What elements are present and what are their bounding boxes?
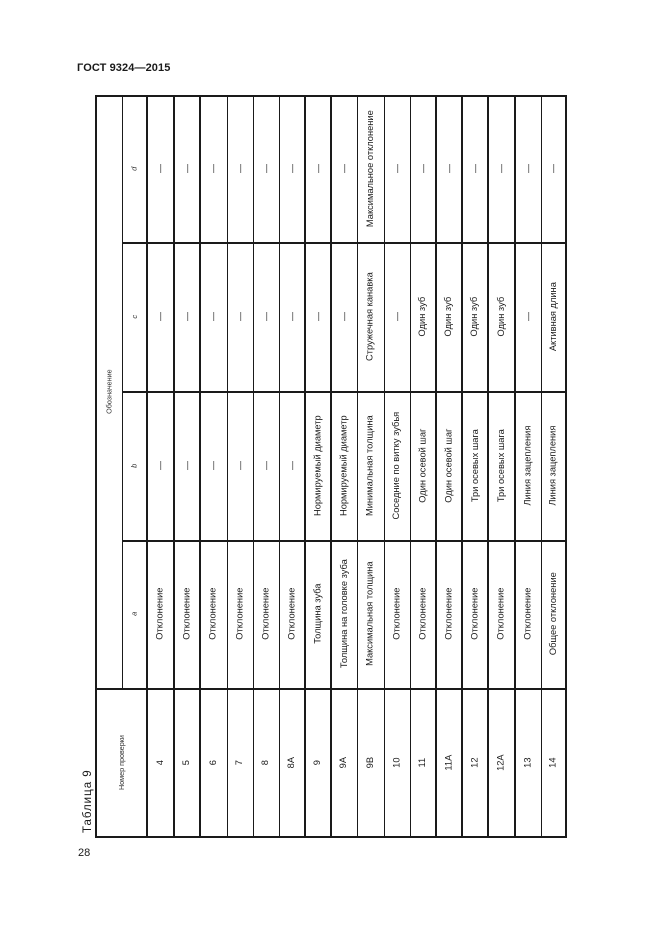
table-row-9-c: [305, 242, 331, 391]
table-row-5-num: [174, 688, 200, 838]
table-row-11-d: [410, 95, 436, 242]
table-row-13-num: [515, 688, 541, 838]
cell-value: Нормируемый диаметр: [338, 415, 349, 516]
table-row-11A-a: [436, 540, 462, 688]
check-number: 9: [312, 760, 323, 766]
table-row-11A-d: [436, 95, 462, 242]
table-row-6-c: [200, 242, 227, 391]
cell-value: Отклонение: [154, 587, 165, 641]
table-row-7-b: [227, 391, 253, 540]
table-row-12-num: [462, 688, 488, 838]
column-letter-b: b: [129, 463, 139, 468]
table-row-8A-num: [279, 688, 305, 838]
column-letter-c: c: [129, 314, 139, 319]
cell-value: —: [417, 164, 428, 173]
cell-value: —: [260, 461, 271, 470]
check-number: 4: [154, 760, 165, 766]
table-row-4-c: [147, 242, 174, 391]
table-row-7-d: [227, 95, 253, 242]
cell-value: Три осевых шага: [495, 429, 506, 502]
check-number: 12A: [495, 754, 506, 772]
table-row-11A-b: [436, 391, 462, 540]
cell-value: Минимальная толщина: [364, 415, 375, 516]
table-row-12-b: [462, 391, 488, 540]
cell-value: —: [234, 164, 245, 173]
cell-value: Отклонение: [417, 587, 428, 641]
cell-value: Отклонение: [391, 587, 402, 641]
document-header: ГОСТ 9324—2015: [77, 62, 171, 74]
cell-value: Отклонение: [181, 587, 192, 641]
cell-value: Отклонение: [207, 587, 218, 641]
cell-value: —: [286, 312, 297, 321]
check-number: 7: [234, 760, 245, 766]
cell-value: Соседние по витку зубья: [391, 411, 402, 520]
designation-label: Обозначение: [104, 369, 114, 414]
table-row-8-c: [253, 242, 279, 391]
cell-value: —: [522, 312, 533, 321]
table-row-4-a: [147, 540, 174, 688]
cell-value: Отклонение: [495, 587, 506, 641]
table-row-5-c: [174, 242, 200, 391]
page-number: 28: [78, 847, 91, 859]
cell-value: Отклонение: [286, 587, 297, 641]
cell-value: —: [286, 461, 297, 470]
cell-value: Отклонение: [522, 587, 533, 641]
cell-value: —: [234, 461, 245, 470]
cell-value: —: [155, 461, 165, 470]
table-row-13-c: [515, 242, 541, 391]
check-number: 12: [469, 757, 480, 769]
table-row-9-a: [305, 540, 331, 688]
check-number: 8A: [286, 757, 297, 769]
table-row-14-c: [541, 242, 566, 391]
table-row-12-a: [462, 540, 488, 688]
cell-value: —: [260, 164, 271, 173]
table-row-12A-d: [488, 95, 515, 242]
check-number: 11: [417, 758, 428, 768]
cell-value: —: [338, 164, 349, 173]
cell-value: —: [443, 164, 454, 173]
table-row-14-d: [541, 95, 566, 242]
table-row-9A-d: [331, 95, 357, 242]
cell-value: —: [469, 164, 480, 173]
table-row-14-b: [541, 391, 566, 540]
cell-value: Линия зацепления: [522, 425, 533, 506]
cell-value: —: [234, 312, 245, 321]
cell-value: Один осевой шаг: [417, 428, 428, 503]
check-number: 10: [391, 757, 402, 769]
column-header-a: [122, 540, 147, 688]
cell-value: —: [208, 164, 218, 173]
cell-value: Три осевых шага: [469, 429, 480, 502]
cell-value: —: [522, 164, 533, 173]
cell-value: —: [496, 164, 506, 173]
check-number: 11A: [443, 755, 454, 771]
table-row-9A-num: [331, 688, 357, 838]
cell-value: —: [286, 164, 297, 173]
cell-value: Максимальная толщина: [364, 561, 375, 667]
cell-value: Отклонение: [260, 587, 271, 641]
cell-value: Отклонение: [469, 587, 480, 641]
table-row-13-d: [515, 95, 541, 242]
table-9: [96, 95, 567, 838]
cell-value: Один зуб: [495, 296, 506, 337]
cell-value: —: [208, 312, 218, 321]
table-row-14-num: [541, 688, 566, 838]
table-row-11-a: [410, 540, 436, 688]
table-row-13-a: [515, 540, 541, 688]
check-number: 5: [181, 760, 192, 766]
table-row-14-a: [541, 540, 566, 688]
cell-value: —: [391, 312, 402, 321]
cell-value: Линия зацепления: [547, 425, 558, 506]
table-row-11A-num: [436, 688, 462, 838]
table-row-8A-b: [279, 391, 305, 540]
cell-value: —: [312, 312, 323, 321]
column-letter-d: d: [129, 166, 139, 171]
cell-value: Стружечная канавка: [364, 272, 375, 361]
table-row-8-b: [253, 391, 279, 540]
table-row-9B-a: [357, 540, 384, 688]
cell-value: Максимальное отклонение: [364, 110, 375, 227]
cell-value: Один зуб: [469, 296, 480, 337]
table-row-6-num: [200, 688, 227, 838]
cell-value: Толщина на головке зуба: [338, 559, 349, 669]
table-row-12-c: [462, 242, 488, 391]
table-row-9B-d: [357, 95, 384, 242]
table-row-5-a: [174, 540, 200, 688]
check-number: 9A: [338, 757, 349, 769]
table-row-4-d: [147, 95, 174, 242]
cell-value: —: [338, 312, 349, 321]
check-number: 9B: [364, 757, 375, 769]
table-caption: Таблица 9: [82, 769, 94, 833]
table-row-12-d: [462, 95, 488, 242]
table-row-10-a: [384, 540, 410, 688]
table-row-11-b: [410, 391, 436, 540]
table-row-6-d: [200, 95, 227, 242]
column-letter-a: a: [129, 611, 139, 617]
table-row-12A-b: [488, 391, 515, 540]
table-row-9B-num: [357, 688, 384, 838]
cell-value: —: [548, 164, 558, 173]
cell-value: Один зуб: [417, 296, 428, 337]
cell-value: —: [391, 164, 402, 173]
table-row-9A-b: [331, 391, 357, 540]
table-row-9B-c: [357, 242, 384, 391]
table-row-9-b: [305, 391, 331, 540]
check-number: 6: [207, 760, 218, 766]
table-row-10-b: [384, 391, 410, 540]
cell-value: Общее отклонение: [547, 572, 558, 656]
cell-value: Нормируемый диаметр: [312, 415, 323, 516]
table-row-7-num: [227, 688, 253, 838]
table-row-12A-a: [488, 540, 515, 688]
column-header-c: [122, 242, 147, 391]
check-number: 13: [522, 757, 533, 769]
cell-value: Один осевой шаг: [443, 428, 454, 503]
table-row-8A-c: [279, 242, 305, 391]
cell-value: —: [260, 312, 271, 321]
check-number: 14: [547, 757, 558, 769]
cell-value: Толщина зуба: [312, 583, 323, 645]
cell-value: Отклонение: [234, 587, 245, 641]
table-row-5-b: [174, 391, 200, 540]
table-row-7-c: [227, 242, 253, 391]
table-row-11-num: [410, 688, 436, 838]
table-row-9-d: [305, 95, 331, 242]
cell-value: —: [155, 312, 165, 321]
designation-header: [96, 95, 122, 688]
column-header-b: [122, 391, 147, 540]
table-row-10-d: [384, 95, 410, 242]
table-row-12A-num: [488, 688, 515, 838]
cell-value: Отклонение: [443, 587, 454, 641]
table-row-10-num: [384, 688, 410, 838]
table-row-7-a: [227, 540, 253, 688]
table-row-5-d: [174, 95, 200, 242]
table-row-4-num: [147, 688, 174, 838]
table-row-10-c: [384, 242, 410, 391]
check-number-label: Номер проверки: [116, 735, 126, 791]
table-row-4-b: [147, 391, 174, 540]
table-row-8A-d: [279, 95, 305, 242]
table-row-8A-a: [279, 540, 305, 688]
column-header-d: [122, 95, 147, 242]
table-row-8-d: [253, 95, 279, 242]
table-row-9A-a: [331, 540, 357, 688]
table-row-13-b: [515, 391, 541, 540]
check-number-header: [96, 688, 147, 838]
cell-value: —: [312, 164, 323, 173]
cell-value: —: [181, 312, 192, 321]
table-row-11-c: [410, 242, 436, 391]
table-row-8-num: [253, 688, 279, 838]
table-row-9-num: [305, 688, 331, 838]
table-row-6-a: [200, 540, 227, 688]
table-row-9A-c: [331, 242, 357, 391]
table-row-6-b: [200, 391, 227, 540]
table-row-9B-b: [357, 391, 384, 540]
cell-value: Активная длина: [547, 281, 558, 352]
table-row-12A-c: [488, 242, 515, 391]
check-number: 8: [260, 760, 271, 766]
cell-value: —: [181, 461, 192, 470]
table-row-11A-c: [436, 242, 462, 391]
table-row-8-a: [253, 540, 279, 688]
cell-value: —: [208, 461, 218, 470]
cell-value: Один зуб: [443, 296, 454, 337]
cell-value: —: [181, 164, 192, 173]
cell-value: —: [155, 164, 165, 173]
